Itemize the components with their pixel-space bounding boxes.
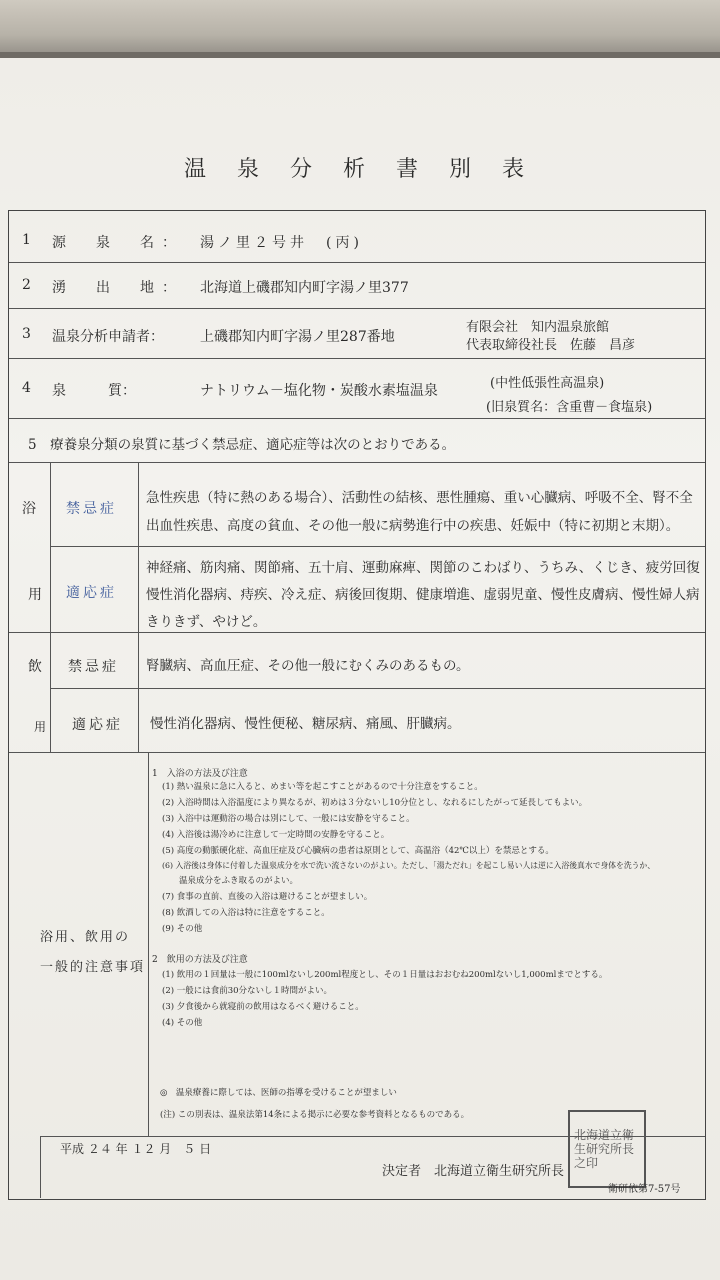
bath-side-label: 浴 — [22, 501, 36, 517]
row-divider — [50, 546, 705, 547]
bath-contraindication-line: 急性疾患（特に熱のある場合）、活動性の結核、悪性腫瘍、重い心臓病、呼吸不全、腎不全 — [146, 490, 693, 506]
spring-quality-note: (中性低張性高温泉) — [490, 376, 605, 391]
col-divider — [148, 752, 149, 1136]
row-divider — [9, 632, 705, 633]
row-divider — [9, 358, 705, 359]
decider: 決定者 北海道立衛生研究所長 — [382, 1164, 565, 1179]
row-label: 泉 質： — [52, 383, 136, 399]
row-number: 3 — [22, 326, 31, 342]
row-label: 源 泉 名： — [52, 235, 184, 251]
drink-indication-text: 慢性消化器病、慢性便秘、糖尿病、痛風、肝臓病。 — [150, 716, 461, 732]
source-name: 湯ノ里２号井 (丙) — [200, 235, 363, 251]
drink-contraindication-text: 腎臓病、高血圧症、その他一般にむくみのあるもの。 — [146, 658, 470, 674]
row-divider — [50, 688, 705, 689]
drinking-note: (3) 夕食後から就寝前の飲用はなるべく避けること。 — [162, 1002, 364, 1012]
drink-side-label: 用 — [34, 720, 47, 734]
bathing-method-heading: 1 入浴の方法及び注意 — [152, 769, 248, 779]
bath-indication-line: きりきず、やけど。 — [146, 614, 267, 630]
footnote: (注) この別表は、温泉法第14条による掲示に必要な参考資料となるものである。 — [160, 1110, 470, 1120]
bathing-note: (9) その他 — [162, 924, 203, 934]
doctor-guidance-note: ◎ 温泉療養に際しては、医師の指導を受けることが望ましい — [160, 1088, 397, 1098]
row-divider — [9, 418, 705, 419]
bathing-note: (5) 高度の動脈硬化症、高血圧症及び心臓病の患者は原則として、高温浴（42℃以上）を禁忌とする。 — [162, 846, 554, 856]
spring-quality: ナトリウム－塩化物・炭酸水素塩温泉 — [200, 383, 438, 399]
drinking-note: (1) 飲用の１回量は一般に100mlないし200ml程度とし、その１日量はおおむね200mlないし1,000mlまでとする。 — [162, 970, 608, 980]
row-divider — [9, 752, 705, 753]
row5-statement: 5 療養泉分類の泉質に基づく禁忌症、適応症等は次のとおりである。 — [28, 437, 456, 453]
row-number: 2 — [22, 277, 31, 293]
applicant-company: 有限会社 知内温泉旅館 — [466, 320, 610, 335]
drinking-note: (4) その他 — [162, 1018, 203, 1028]
bathing-note: 温泉成分をふき取るのがよい。 — [162, 876, 299, 886]
picture-frame-edge — [0, 0, 720, 58]
bathing-note: (4) 入浴後は湯冷めに注意して一定時間の安静を守ること。 — [162, 830, 390, 840]
bathing-note: (7) 食事の直前、直後の入浴は避けることが望ましい。 — [162, 892, 373, 902]
col-divider — [40, 1136, 41, 1198]
bath-indication-line: 慢性消化器病、痔疾、冷え症、病後回復期、健康増進、虚弱児童、慢性皮膚病、慢性婦人病 — [146, 587, 700, 603]
applicant-representative: 代表取締役社長 佐藤 昌彦 — [466, 338, 636, 353]
drink-contraindication-label: 禁忌症 — [68, 659, 119, 675]
general-label-line1: 浴用、飲用の — [40, 930, 131, 945]
bathing-note: (1) 熱い温泉に急に入ると、めまい等を起こすことがあるので十分注意をすること。 — [162, 782, 483, 792]
document-number: 衛研依第7-57号 — [608, 1184, 681, 1195]
col-divider — [50, 462, 51, 752]
row-number: 1 — [22, 232, 31, 248]
row-divider — [9, 462, 705, 463]
applicant-address: 上磯郡知内町字湯ノ里287番地 — [200, 329, 395, 345]
col-divider — [138, 462, 139, 752]
seal-text: 北海道立衛生研究所長之印 — [574, 1128, 635, 1170]
old-spring-quality: (旧泉質名：含重曹－食塩泉) — [486, 400, 653, 415]
bath-contraindication-line: 出血性疾患、高度の貧血、その他一般に病勢進行中の疾患、妊娠中（特に初期と末期）。 — [146, 518, 680, 534]
bathing-note: (8) 飲酒しての入浴は特に注意をすること。 — [162, 908, 330, 918]
row-label: 温泉分析申請者： — [52, 329, 164, 345]
document-title: 温 泉 分 析 書 別 表 — [184, 157, 536, 182]
bathing-note: (3) 入浴中は運動浴の場合は別にして、一般には安静を守ること。 — [162, 814, 415, 824]
drink-side-label: 飲 — [28, 659, 42, 675]
decision-date: 平成 ２４ 年 １２ 月 ５ 日 — [60, 1142, 212, 1156]
bathing-note: (6) 入浴後は身体に付着した温泉成分を水で洗い流さないのがよい。ただし、「湯ただれ」を起こし易い人は逆に入浴後真水で身体を洗うか、 — [162, 861, 656, 870]
bath-contraindication-label: 禁忌症 — [66, 501, 117, 517]
row-divider — [9, 308, 705, 309]
row-number: 4 — [22, 380, 31, 396]
bath-side-label: 用 — [28, 587, 42, 603]
official-seal-stamp — [568, 1110, 646, 1188]
bath-indication-line: 神経痛、筋肉痛、関節痛、五十肩、運動麻痺、関節のこわばり、うちみ、くじき、疲労回復 — [146, 560, 700, 576]
drinking-note: (2) 一般には食前30分ないし１時間がよい。 — [162, 986, 333, 996]
spring-location: 北海道上磯郡知内町字湯ノ里377 — [200, 280, 409, 296]
row-divider — [9, 262, 705, 263]
bath-indication-label: 適応症 — [66, 585, 117, 601]
drink-indication-label: 適応症 — [72, 717, 123, 733]
drinking-method-heading: 2 飲用の方法及び注意 — [152, 955, 248, 965]
bathing-note: (2) 入浴時間は入浴温度により異なるが、初めは３分ないし10分位とし、なれるにしたがって延長してもよい。 — [162, 798, 588, 808]
row-label: 湧 出 地： — [52, 280, 184, 296]
general-label-line2: 一般的注意事項 — [40, 960, 146, 975]
